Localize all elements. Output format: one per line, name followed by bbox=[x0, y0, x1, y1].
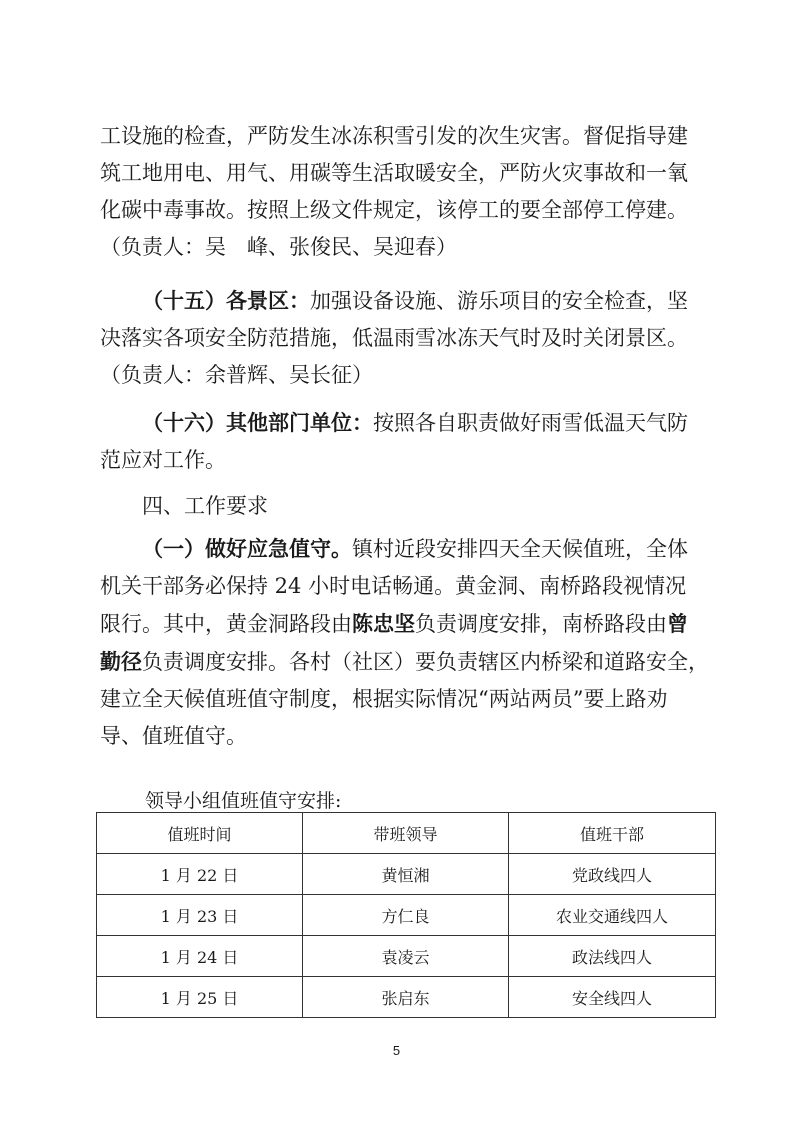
staff-cell: 政法线四人 bbox=[509, 936, 716, 977]
item-15-heading: （十五）各景区： bbox=[142, 288, 310, 313]
section-title: 四、工作要求 bbox=[142, 494, 268, 518]
text-span: 负责调度安排。各村（社区）要负责辖区内桥梁和道路安全， bbox=[142, 650, 709, 674]
requirement-1-text: 镇村近段安排四天全天候值班，全体 bbox=[352, 537, 688, 561]
page-number: 5 bbox=[392, 1043, 401, 1058]
person-name-end: 勤径 bbox=[100, 649, 142, 674]
table-row bbox=[97, 977, 716, 1018]
schedule-label: 领导小组值班值守安排: bbox=[145, 790, 342, 812]
duty-date-cell: 1 月 23 日 bbox=[97, 895, 303, 936]
table-header-row bbox=[97, 813, 716, 854]
duty-date-cell: 1 月 22 日 bbox=[97, 854, 303, 895]
person-name: 陈忠坚 bbox=[352, 611, 415, 636]
requirement-1-paragraph bbox=[100, 530, 710, 755]
responsible-persons-line: （负责人：吴 峰、张俊民、吴迎春） bbox=[100, 235, 457, 259]
leader-cell: 方仁良 bbox=[303, 895, 509, 936]
leader-cell: 黄恒湘 bbox=[303, 854, 509, 895]
text-line: 导、值班值守。 bbox=[100, 724, 247, 748]
text-span: 负责调度安排，南桥路段由 bbox=[415, 612, 667, 636]
person-name-start: 曾 bbox=[667, 611, 688, 636]
table-row bbox=[97, 854, 716, 895]
text-line: 建立全天候值班值守制度，根据实际情况“两站两员”要上路劝 bbox=[100, 687, 668, 711]
leader-cell: 袁凌云 bbox=[303, 936, 509, 977]
text-line: 化碳中毒事故。按照上级文件规定，该停工的要全部停工停建。 bbox=[100, 198, 688, 222]
text-line: 决落实各项安全防范措施，低温雨雪冰冻天气时及时关闭景区。 bbox=[100, 326, 688, 350]
text-line bbox=[100, 404, 710, 442]
staff-cell: 农业交通线四人 bbox=[509, 895, 716, 936]
item-16-paragraph bbox=[100, 404, 710, 479]
responsible-persons-line: （负责人：余普辉、吴长征） bbox=[100, 363, 373, 387]
item-16-heading: （十六）其他部门单位： bbox=[142, 410, 373, 435]
text-line: 范应对工作。 bbox=[100, 448, 226, 472]
text-line: 筑工地用电、用气、用碳等生活取暖安全，严防火灾事故和一氧 bbox=[100, 161, 688, 185]
column-header: 带班领导 bbox=[303, 813, 509, 854]
item-15-text: 加强设备设施、游乐项目的安全检查，坚 bbox=[310, 289, 688, 313]
item-16-text: 按照各自职责做好雨雪低温天气防 bbox=[373, 411, 688, 435]
leader-cell: 张启东 bbox=[303, 977, 509, 1018]
table-row bbox=[97, 936, 716, 977]
text-line: 工设施的检查，严防发生冰冻积雪引发的次生灾害。督促指导建 bbox=[100, 124, 688, 148]
text-line: 机关干部务必保持 24 小时电话畅通。黄金洞、南桥路段视情况 bbox=[100, 574, 687, 598]
staff-cell: 安全线四人 bbox=[509, 977, 716, 1018]
requirement-1-heading: （一）做好应急值守。 bbox=[142, 536, 352, 561]
duty-date-cell: 1 月 25 日 bbox=[97, 977, 303, 1018]
text-line bbox=[100, 643, 710, 681]
staff-cell: 党政线四人 bbox=[509, 854, 716, 895]
text-span: 限行。其中，黄金洞路段由 bbox=[100, 612, 352, 636]
duty-date-cell: 1 月 24 日 bbox=[97, 936, 303, 977]
text-line bbox=[100, 282, 710, 320]
text-line bbox=[100, 605, 710, 643]
duty-schedule-table bbox=[96, 812, 716, 1018]
column-header: 值班时间 bbox=[97, 813, 303, 854]
column-header: 值班干部 bbox=[509, 813, 716, 854]
table-row bbox=[97, 895, 716, 936]
text-line bbox=[100, 530, 710, 568]
item-15-paragraph bbox=[100, 282, 710, 394]
continuation-paragraph bbox=[100, 118, 710, 266]
